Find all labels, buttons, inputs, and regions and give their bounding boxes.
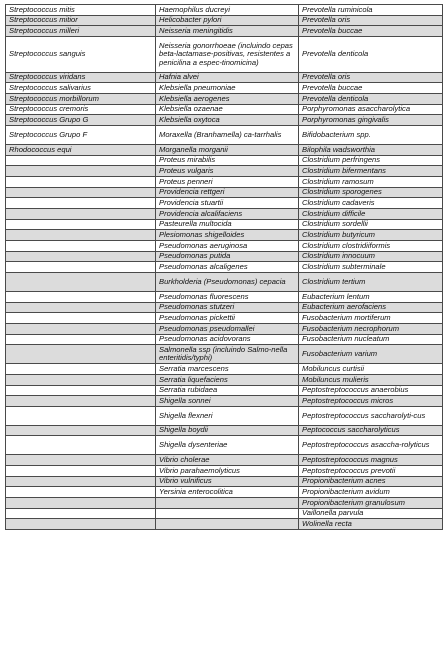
organism-col-2: Vibrio parahaemolyticus (156, 465, 299, 476)
organism-col-2: Klebsiella ozaenae (156, 104, 299, 115)
organism-col-2: Salmonella ssp (incluindo Salmo-nella enteritidis/typhi) (156, 345, 299, 364)
organism-col-3: Fusobacterium mortiferum (299, 313, 443, 324)
table-row (6, 219, 443, 230)
table-row (6, 508, 443, 519)
organism-col-3: Propionibacterium avidum (299, 487, 443, 498)
organism-col-2: Vibrio vulnificus (156, 476, 299, 487)
organism-col-2: Helicobacter pylori (156, 15, 299, 26)
organism-col-3: Clostridium butyricum (299, 230, 443, 241)
organism-col-3: Propionibacterium granulosum (299, 497, 443, 508)
organism-col-3: Mobiluncus mulieris (299, 374, 443, 385)
table-row (6, 5, 443, 16)
organism-col-1 (6, 273, 156, 292)
organism-col-2: Proteus mirabilis (156, 155, 299, 166)
table-row (6, 345, 443, 364)
table-row (6, 396, 443, 407)
organism-col-1: Streptococcus sanguis (6, 37, 156, 73)
organism-col-2: Neisseria gonorrhoeae (incluindo cepas beta-lactamase-positivas, resistentes a penicilina a espec-tinomicina) (156, 37, 299, 73)
organism-col-3: Clostridium perfringens (299, 155, 443, 166)
organism-col-3: Eubacterium lentum (299, 291, 443, 302)
microorganism-table (5, 4, 443, 530)
organism-col-2: Pseudomonas putida (156, 251, 299, 262)
table-row (6, 519, 443, 530)
organism-col-2: Vibrio cholerae (156, 455, 299, 466)
table-row (6, 26, 443, 37)
organism-col-2: Haemophilus ducreyi (156, 5, 299, 16)
organism-col-3: Propionibacterium acnes (299, 476, 443, 487)
organism-col-2: Serratia marcescens (156, 364, 299, 375)
organism-col-1: Streptococcus milleri (6, 26, 156, 37)
organism-col-3: Peptostreptococcus anaerobius (299, 385, 443, 396)
organism-col-1 (6, 262, 156, 273)
organism-col-3: Clostridium sordellii (299, 219, 443, 230)
table-row (6, 436, 443, 455)
organism-col-1 (6, 406, 156, 425)
organism-col-2: Yersinia enterocolitica (156, 487, 299, 498)
organism-col-1 (6, 465, 156, 476)
organism-col-3: Clostridium subterminale (299, 262, 443, 273)
organism-col-2: Pseudomonas aeruginosa (156, 241, 299, 252)
organism-col-1 (6, 209, 156, 220)
organism-col-2: Burkholderia (Pseudomonas) cepacia (156, 273, 299, 292)
organism-col-2: Pseudomonas pickettii (156, 313, 299, 324)
organism-col-3: Clostridium sporogenes (299, 187, 443, 198)
organism-col-3: Fusobacterium varium (299, 345, 443, 364)
organism-col-2 (156, 497, 299, 508)
organism-col-2: Shigella sonnei (156, 396, 299, 407)
organism-col-2: Providencia alcalifaciens (156, 209, 299, 220)
organism-col-1 (6, 385, 156, 396)
table-row (6, 176, 443, 187)
table-row (6, 209, 443, 220)
organism-col-1 (6, 166, 156, 177)
organism-col-3: Prevotella denticola (299, 94, 443, 105)
organism-col-3: Porphyromonas asaccharolytica (299, 104, 443, 115)
organism-col-3: Clostridium innocuum (299, 251, 443, 262)
organism-col-1 (6, 176, 156, 187)
organism-col-3: Mobiluncus curtisii (299, 364, 443, 375)
organism-col-3: Peptostreptococcus asaccha-rolyticus (299, 436, 443, 455)
table-row (6, 487, 443, 498)
organism-col-2: Serratia rubidaea (156, 385, 299, 396)
table-row (6, 83, 443, 94)
organism-col-1 (6, 198, 156, 209)
table-row (6, 187, 443, 198)
organism-col-2: Proteus penneri (156, 176, 299, 187)
organism-col-2: Providencia rettgeri (156, 187, 299, 198)
organism-col-2: Klebsiella pneumoniae (156, 83, 299, 94)
organism-col-1: Streptococcus viridans (6, 72, 156, 83)
organism-col-2: Plesiomonas shigelloides (156, 230, 299, 241)
organism-col-1 (6, 291, 156, 302)
table-row (6, 126, 443, 145)
organism-col-1 (6, 219, 156, 230)
organism-col-2 (156, 508, 299, 519)
organism-col-1: Streptococcus salivarius (6, 83, 156, 94)
table-row (6, 94, 443, 105)
organism-col-2: Providencia stuartii (156, 198, 299, 209)
organism-col-3: Fusobacterium nucleatum (299, 334, 443, 345)
organism-col-3: Prevotella buccae (299, 26, 443, 37)
organism-col-1 (6, 334, 156, 345)
organism-col-3: Prevotella oris (299, 72, 443, 83)
table-row (6, 364, 443, 375)
organism-col-3: Fusobacterium necrophorum (299, 324, 443, 335)
organism-col-3: Peptostreptococcus micros (299, 396, 443, 407)
organism-col-2: Neisseria meningitidis (156, 26, 299, 37)
table-row (6, 273, 443, 292)
table-row (6, 155, 443, 166)
organism-col-1: Streptococcus Grupo F (6, 126, 156, 145)
table-body (6, 5, 443, 530)
organism-col-1 (6, 230, 156, 241)
organism-col-2: Moraxella (Branhamella) ca-tarrhalis (156, 126, 299, 145)
organism-col-3: Eubacterium aerofaciens (299, 302, 443, 313)
organism-col-1 (6, 497, 156, 508)
organism-col-3: Clostridium difficile (299, 209, 443, 220)
organism-col-3: Peptostreptococcus saccharolyti-cus (299, 406, 443, 425)
organism-col-3: Peptostreptococcus magnus (299, 455, 443, 466)
organism-col-1: Streptococcus cremoris (6, 104, 156, 115)
organism-col-2: Klebsiella aerogenes (156, 94, 299, 105)
organism-col-3: Prevotella ruminicola (299, 5, 443, 16)
organism-col-3: Clostridium bifermentans (299, 166, 443, 177)
organism-col-1 (6, 425, 156, 436)
organism-col-3: Prevotella buccae (299, 83, 443, 94)
organism-col-1 (6, 345, 156, 364)
organism-col-3: Prevotella oris (299, 15, 443, 26)
table-row (6, 374, 443, 385)
table-row (6, 476, 443, 487)
table-row (6, 15, 443, 26)
organism-col-3: Clostridium cadaveris (299, 198, 443, 209)
table-row (6, 198, 443, 209)
organism-col-1 (6, 324, 156, 335)
table-row (6, 37, 443, 73)
organism-col-3: Peptococcus saccharolyticus (299, 425, 443, 436)
organism-col-1 (6, 302, 156, 313)
organism-col-3: Clostridium clostridiiformis (299, 241, 443, 252)
organism-col-3: Peptostreptococcus prevotii (299, 465, 443, 476)
table-row (6, 465, 443, 476)
table-row (6, 302, 443, 313)
organism-col-1 (6, 251, 156, 262)
organism-col-1 (6, 476, 156, 487)
organism-col-3: Bifidobacterium spp. (299, 126, 443, 145)
organism-col-2: Shigella dysenteriae (156, 436, 299, 455)
table-row (6, 241, 443, 252)
organism-col-3: Clostridium tertium (299, 273, 443, 292)
table-row (6, 104, 443, 115)
organism-col-1: Streptococcus Grupo G (6, 115, 156, 126)
organism-col-2: Pseudomonas acidovorans (156, 334, 299, 345)
organism-col-1 (6, 487, 156, 498)
organism-col-1: Rhodococcus equi (6, 144, 156, 155)
organism-col-2: Pseudomonas stutzeri (156, 302, 299, 313)
organism-col-3: Clostridium ramosum (299, 176, 443, 187)
organism-col-1 (6, 241, 156, 252)
organism-col-2: Proteus vulgaris (156, 166, 299, 177)
table-row (6, 455, 443, 466)
table-row (6, 144, 443, 155)
table-row (6, 72, 443, 83)
table-row (6, 262, 443, 273)
organism-col-1: Streptococcus mitis (6, 5, 156, 16)
organism-col-1 (6, 508, 156, 519)
table-row (6, 324, 443, 335)
organism-col-1 (6, 374, 156, 385)
organism-col-1 (6, 519, 156, 530)
organism-col-1: Streptococcus mitior (6, 15, 156, 26)
organism-col-3: Bilophila wadsworthia (299, 144, 443, 155)
table-row (6, 230, 443, 241)
organism-col-1 (6, 455, 156, 466)
organism-col-3: Prevotella denticola (299, 37, 443, 73)
organism-col-2: Pasteurella multocida (156, 219, 299, 230)
organism-col-3: Vaillonella parvula (299, 508, 443, 519)
organism-col-1 (6, 313, 156, 324)
organism-col-2: Morganella morganii (156, 144, 299, 155)
table-row (6, 291, 443, 302)
table-row (6, 406, 443, 425)
organism-col-2: Shigella flexneri (156, 406, 299, 425)
organism-col-1 (6, 436, 156, 455)
organism-col-2: Serratia liquefaciens (156, 374, 299, 385)
table-row (6, 313, 443, 324)
table-row (6, 166, 443, 177)
organism-col-2: Pseudomonas pseudomallei (156, 324, 299, 335)
organism-col-1 (6, 187, 156, 198)
organism-col-1 (6, 396, 156, 407)
organism-col-2: Pseudomonas alcaligenes (156, 262, 299, 273)
organism-col-2: Klebsiella oxytoca (156, 115, 299, 126)
table-row (6, 251, 443, 262)
table-row (6, 425, 443, 436)
organism-col-2: Pseudomonas fluorescens (156, 291, 299, 302)
table-row (6, 497, 443, 508)
organism-col-2 (156, 519, 299, 530)
table-row (6, 334, 443, 345)
organism-col-1 (6, 364, 156, 375)
table-row (6, 385, 443, 396)
organism-col-3: Wolinella recta (299, 519, 443, 530)
organism-col-2: Shigella boydii (156, 425, 299, 436)
organism-col-1: Streptococcus morbillorum (6, 94, 156, 105)
table-row (6, 115, 443, 126)
organism-col-3: Porphyromonas gingivalis (299, 115, 443, 126)
organism-col-1 (6, 155, 156, 166)
organism-col-2: Hafnia alvei (156, 72, 299, 83)
